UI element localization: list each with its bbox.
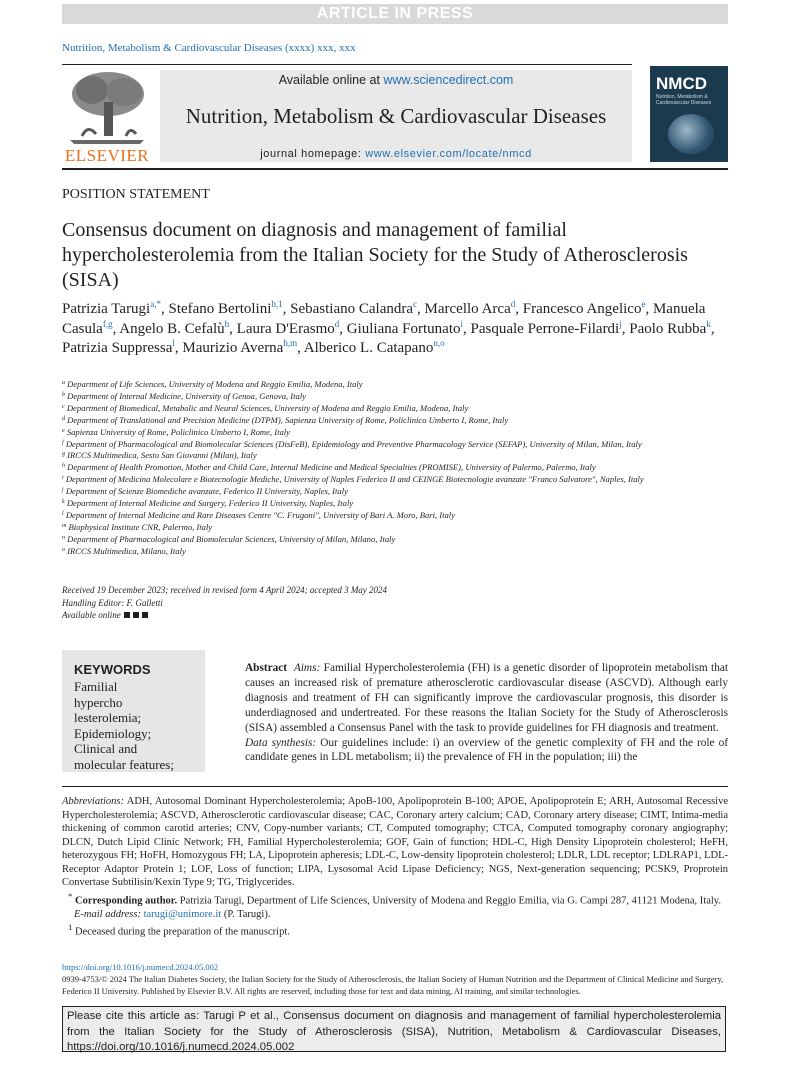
author-affiliation-marker[interactable]: a,*: [150, 299, 161, 309]
homepage-prefix: journal homepage:: [260, 148, 362, 160]
affiliation-list: [62, 379, 728, 558]
author-affiliation-marker[interactable]: e: [641, 299, 646, 309]
author-affiliation-marker[interactable]: h,m: [283, 338, 298, 348]
aims-label: Aims:: [293, 662, 321, 674]
author[interactable]: Sebastiano Calandra$^c$: [290, 299, 418, 317]
masthead-rule: [62, 168, 728, 170]
author[interactable]: Alberico L. Catapano$^{n,o}$: [303, 338, 445, 356]
author-affiliation-marker[interactable]: n,o: [433, 338, 445, 348]
journal-masthead: [160, 70, 632, 162]
header-rule: [62, 64, 632, 65]
cover-artwork: [668, 114, 714, 154]
cover-subtitle: Nutrition, Metabolism & Cardiovascular Diseases: [656, 94, 712, 106]
citation-box: Please cite this article as: Tarugi P et al., Consensus document on diagnosis and management of familial hypercholesterolemia from the Italian Society for the Study of Atherosclerosis (SISA), Nutrition, Metabolism & Cardiovascular Diseases, https://doi.org/10.1016/j.numecd.2024.05.002: [62, 1006, 726, 1052]
journal-reference-link[interactable]: Nutrition, Metabolism & Cardiovascular Diseases (xxxx) xxx, xxx: [62, 42, 356, 54]
keywords-heading: KEYWORDS: [74, 662, 151, 677]
affiliation: $^l$ Department of Internal Medicine and Rare Diseases Centre "C. Frugoni", University of Bari A. Moro, Bari, Italy: [62, 509, 456, 520]
author-affiliation-marker[interactable]: k: [706, 318, 711, 329]
received-dates: Received 19 December 2023; received in revised form 4 April 2024; accepted 3 May 2024: [62, 585, 388, 595]
author-affiliation-marker[interactable]: c: [413, 299, 418, 309]
affiliation: $^b$ Department of Internal Medicine, University of Genoa, Genova, Italy: [62, 390, 307, 401]
author[interactable]: Stefano Bertolini$^{b,1}$: [168, 299, 283, 317]
available-online-line: [160, 73, 632, 87]
keyword-line: Familial: [74, 679, 118, 694]
email-line: E-mail address: tarugi@unimore.it (P. Tarugi).: [74, 908, 271, 920]
affiliation: $^j$ Department of Scienze Biomediche avanzate, Federico II University, Naples, Italy: [62, 486, 348, 497]
article-in-press-banner: ARTICLE IN PRESS: [62, 4, 728, 24]
available-prefix: Available online at: [278, 73, 380, 87]
author[interactable]: Marcello Arca$^d$: [424, 299, 516, 317]
author[interactable]: Paolo Rubba$^k$: [629, 318, 711, 337]
journal-homepage-line: [160, 148, 632, 160]
article-title: Consensus document on diagnosis and management of familial hypercholesterolemia from the Italian Society for the Study of Atherosclerosis (SISA): [62, 219, 688, 291]
abstract-label: Abstract: [245, 662, 288, 674]
author-list: Patrizia Tarugi$^{a,*}$, Stefano Bertolini$^{b,1}$, Sebastiano Calandra$^c$, Marcello Arca$^d$, Francesco Angelico$^e$, Manuela Casula$^{f,g}$, Angelo B. Cefalù$^h$, Laura D'Erasmo$^d$, Giuliana Fortunato$^i$, Pasquale Perrone-Filardi$^j$, Paolo Rubba$^k$, Patrizia Suppressa$^l$, Maurizio Averna$^{h,m}$, Alberico L. Catapano$^{n,o}$: [62, 299, 715, 356]
sciencedirect-link[interactable]: www.sciencedirect.com: [383, 73, 514, 87]
affiliation: $^c$ Department of Biomedical, Metabolic and Neural Sciences, University of Modena and Reggio Emilia, Modena, Italy: [62, 402, 469, 413]
author-affiliation-marker[interactable]: f,g: [102, 318, 113, 329]
author-affiliation-marker[interactable]: d: [334, 318, 340, 329]
keyword-line: molecular features;: [74, 756, 174, 772]
author[interactable]: Manuela Casula$^{f,g}$: [62, 301, 706, 337]
affiliation: $^e$ Sapienza University of Rome, Policlinico Umberto I, Rome, Italy: [62, 426, 290, 437]
affiliation: $^g$ IRCCS Multimedica, Sesto San Giovanni (Milan), Italy: [62, 450, 257, 461]
affiliation: $^i$ Department of Medicina Molecolare e Biotecnologie Mediche, University of Naples Federico II and CEINGE Biotecnologie avanzate "Franco Salvatore", Naples, Italy: [62, 474, 644, 485]
author[interactable]: Giuliana Fortunato$^i$: [346, 318, 464, 337]
cover-title: NMCD: [656, 74, 707, 93]
journal-homepage-link[interactable]: www.elsevier.com/locate/nmcd: [365, 148, 532, 160]
affiliation: $^a$ Department of Life Sciences, University of Modena and Reggio Emilia, Modena, Italy: [62, 379, 363, 389]
journal-cover-image: [650, 66, 728, 162]
keyword-line: Clinical and: [74, 741, 138, 756]
deceased-note: $^1$ Deceased during the preparation of the manuscript.: [68, 922, 290, 938]
available-online: Available online: [62, 609, 387, 622]
article-type: POSITION STATEMENT: [62, 187, 210, 202]
affiliation: $^k$ Department of Internal Medicine and Surgery, Federico II University, Naples, Italy: [62, 498, 354, 509]
keyword-line: hypercho: [74, 694, 123, 710]
affiliation: $^n$ Department of Pharmacological and Biomolecular Sciences, University of Milan, Milano, Italy: [62, 533, 396, 544]
keywords-box: [62, 650, 205, 772]
email-link[interactable]: tarugi@unimore.it: [143, 908, 222, 920]
copyright-notice: 0939-4753/© 2024 The Italian Diabetes Society, the Italian Society for the Study of Atherosclerosis, the Italian Society of Human Nutrition and the Department of Clinical Medicine and Surgery, Federico II University. Published by Elsevier B.V. All rights are reserved, including those for text and data mining, AI training, and similar technologies.: [62, 974, 724, 996]
abbreviations: Abbreviations: ADH, Autosomal Dominant Hypercholesterolemia; ApoB-100, Apolipoprotein B-100; APOE, Apolipoprotein E; ARH, Autosomal Recessive Hypercholesterolemia; ASCVD, Atherosclerotic cardiovascular disease; CAC, Coronary artery calcium; CAD, Coronary artery disease; CIMT, Intima-media thickening of common carotid arteries; CNV, Copy-number variants; CT, Computed tomography; CTCA, Computed tomography coronary angiography; DLCN, Dutch Lipid Clinic Network; FH, Familial Hypercholesterolemia; GOF, Gain of function; HDL-C, High Density Lipoprotein cholesterol; HeFH, heterozygous FH; HoFH, Homozygous FH; LA, Lipoprotein apheresis; LDL-C, Low-density lipoprotein cholesterol; LDLR, LDL receptor; LDLRAP1, LDL-Receptor Adaptor Protein 1; LOF, Loss of function; LIPA, Lysosomal Acid Lipase Deficiency; NGS, Next-generation sequencing; PCSK9, Proprotein Convertase Subtilisin/Kexin Type 9; TG, Triglycerides.: [62, 796, 728, 888]
affiliation: $^f$ Department of Pharmacological and Biomolecular Sciences (DisFeB), Epidemiology and Preventive Pharmacology Service (SEFAP), University of Milan, Milan, Italy: [62, 438, 642, 449]
affiliation: $^o$ IRCCS Multimedica, Milano, Italy: [62, 545, 186, 556]
affiliation: $^h$ Department of Health Promotion, Mother and Child Care, Internal Medicine and Medical Specialties (PROMISE), University of Palermo, Palermo, Italy: [62, 462, 596, 473]
synthesis-text: Our guidelines include: i) an overview of the genetic complexity of FH and the role of candidate genes in LDL metabolism; ii) the prevalence of FH in the population; iii) the: [245, 736, 728, 764]
abstract: [245, 661, 728, 765]
author[interactable]: Patrizia Tarugi$^{a,*}$: [62, 299, 161, 317]
keywords-list: [74, 679, 174, 772]
affiliation: $^d$ Department of Translational and Precision Medicine (DTPM), Sapienza University of Rome, Policlinico Umberto I, Rome, Italy: [62, 414, 509, 425]
affiliation: $^m$ Biophysical Institute CNR, Palermo, Italy: [62, 521, 213, 532]
footnotes: [62, 795, 728, 939]
author[interactable]: Patrizia Suppressa$^l$: [62, 338, 175, 356]
corresponding-author: * Corresponding author. Patrizia Tarugi, Department of Life Sciences, University of Modena and Reggio Emilia, via G. Campi 287, 41121 Modena, Italy.: [68, 890, 721, 906]
article-history: [62, 584, 387, 622]
synthesis-label: Data synthesis:: [245, 736, 317, 749]
keyword-line: lesterolemia;: [74, 710, 142, 725]
author-affiliation-marker[interactable]: b,1: [271, 299, 283, 309]
doi-link[interactable]: https://doi.org/10.1016/j.numecd.2024.05.002: [62, 962, 219, 972]
aims-text: Familial Hypercholesterolemia (FH) is a genetic disorder of lipoprotein metabolism that causes an increased risk of premature atherosclerotic cardiovascular disease (ASCVD). Although early diagnosis and treatment of FH can significantly improve the cardiovascular prognosis, this disorder is underdiagnosed and undertreated. For these reasons the Italian Society for the Study of Atherosclerosis (SISA) assembled a Consensus Panel with the task to provide guidelines for FH diagnosis and treatment.: [245, 662, 728, 734]
journal-title: Nutrition, Metabolism & Cardiovascular Diseases: [185, 104, 607, 128]
footnote-rule: [62, 786, 728, 787]
author-affiliation-marker[interactable]: l: [172, 338, 175, 348]
author-affiliation-marker[interactable]: j: [619, 318, 622, 329]
author-affiliation-marker[interactable]: i: [460, 318, 464, 329]
author[interactable]: Francesco Angelico$^e$: [522, 299, 646, 317]
elsevier-wordmark: ELSEVIER: [64, 146, 150, 165]
keyword-line: Epidemiology;: [74, 725, 152, 741]
author[interactable]: Angelo B. Cefalù$^h$: [119, 318, 230, 337]
author[interactable]: Maurizio Averna$^{h,m}$: [182, 338, 298, 356]
handling-editor: Handling Editor: F. Galletti: [62, 597, 163, 608]
author-affiliation-marker[interactable]: h: [224, 318, 230, 329]
author[interactable]: Pasquale Perrone-Filardi$^j$: [470, 318, 622, 337]
author[interactable]: Laura D'Erasmo$^d$: [236, 318, 340, 337]
author-affiliation-marker[interactable]: d: [510, 299, 516, 309]
